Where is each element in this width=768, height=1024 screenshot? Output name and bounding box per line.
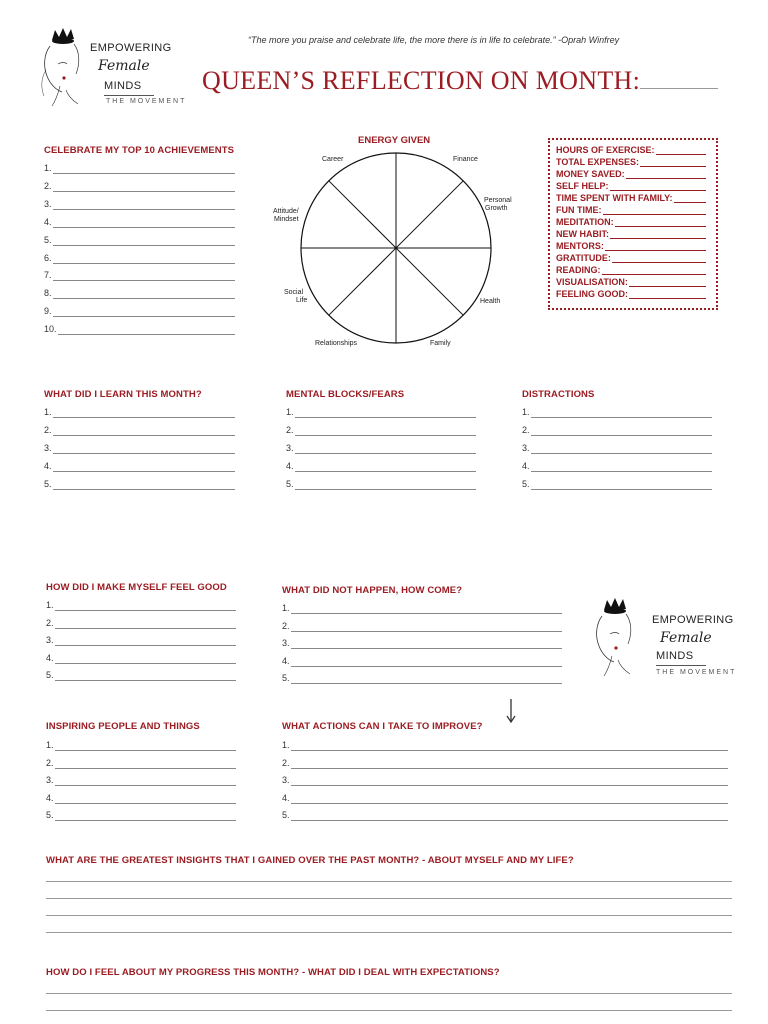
list-item[interactable] [522, 443, 712, 454]
list-item-number: 1. [282, 740, 290, 750]
tracker-item[interactable] [556, 169, 706, 179]
write-line[interactable] [656, 146, 706, 155]
list-item[interactable] [44, 407, 235, 418]
list-item-number: 3. [44, 443, 52, 453]
page-title-text: QUEEN’S REFLECTION ON MONTH: [202, 66, 641, 95]
progress-line[interactable] [46, 1010, 732, 1011]
list-item-number: 3. [44, 198, 52, 209]
list-item-number: 3. [46, 775, 54, 786]
insights-line[interactable] [46, 898, 732, 899]
list-item-number: 5. [522, 479, 530, 489]
list-item[interactable] [44, 270, 235, 281]
write-line[interactable] [531, 444, 712, 454]
write-line[interactable] [610, 230, 706, 239]
list-item[interactable] [282, 673, 562, 684]
write-line[interactable] [295, 480, 476, 490]
tracker-item-label: TOTAL EXPENSES: [556, 157, 640, 167]
list-item[interactable] [46, 810, 236, 821]
write-line[interactable] [640, 158, 706, 167]
queen-face-icon [590, 596, 650, 678]
list-item[interactable] [282, 603, 562, 614]
list-item[interactable] [282, 775, 728, 786]
list-item-number: 2. [44, 425, 52, 435]
logo-divider [104, 95, 154, 96]
list-item[interactable] [282, 810, 728, 821]
wheel-label-social: Social [284, 289, 304, 296]
list-item-number: 4. [282, 792, 290, 803]
list-item-number: 5. [282, 810, 290, 821]
queen-face-icon [38, 26, 98, 108]
tracker-item[interactable] [556, 205, 706, 215]
tracker-item[interactable] [556, 241, 706, 251]
write-line[interactable] [291, 622, 562, 632]
list-item[interactable] [44, 425, 235, 436]
wheel-label-health: Health [480, 298, 501, 305]
write-line[interactable] [291, 794, 728, 804]
tracker-item-label: GRATITUDE: [556, 253, 611, 263]
feel-good-title: HOW DID I MAKE MYSELF FEEL GOOD [46, 582, 227, 593]
tracker-item[interactable] [556, 253, 706, 263]
list-item-number: 2. [282, 620, 290, 631]
write-line[interactable] [53, 307, 235, 317]
list-item[interactable] [46, 775, 236, 786]
list-item-number: 8. [44, 288, 52, 299]
list-item-number: 5. [44, 479, 52, 489]
write-line[interactable] [629, 278, 706, 287]
arrow-down-icon [505, 698, 517, 724]
month-blank[interactable] [640, 70, 718, 89]
list-item[interactable] [286, 425, 476, 436]
write-line[interactable] [55, 636, 236, 646]
tracker-item[interactable] [556, 265, 706, 275]
list-item-number: 4. [44, 461, 52, 471]
write-line[interactable] [295, 408, 476, 418]
write-line[interactable] [53, 164, 235, 174]
not-happen-title: WHAT DID NOT HAPPEN, HOW COME? [282, 585, 463, 596]
write-line[interactable] [55, 794, 236, 804]
list-item[interactable] [46, 635, 236, 646]
write-line[interactable] [615, 218, 706, 227]
tracker-item-label: TIME SPENT WITH FAMILY: [556, 193, 673, 203]
wheel-label-attitude: Attitude/ [273, 208, 299, 215]
write-line[interactable] [291, 811, 728, 821]
write-line[interactable] [531, 408, 712, 418]
list-item-number: 2. [282, 757, 290, 768]
write-line[interactable] [531, 426, 712, 436]
tracker-item[interactable] [556, 181, 706, 191]
list-item[interactable] [44, 163, 235, 174]
list-item-number: 2. [286, 425, 294, 435]
list-item-number: 4. [282, 655, 290, 666]
list-item-number: 1. [44, 163, 52, 173]
list-item-number: 4. [44, 216, 52, 227]
actions-title: WHAT ACTIONS CAN I TAKE TO IMPROVE? [282, 721, 483, 732]
write-line[interactable] [629, 290, 706, 299]
list-item[interactable] [282, 638, 562, 649]
write-line[interactable] [602, 266, 707, 275]
write-line[interactable] [53, 271, 235, 281]
wheel-label-career: Career [322, 156, 344, 163]
list-item[interactable] [46, 600, 236, 611]
list-item-number: 5. [44, 234, 52, 245]
list-item-number: 1. [46, 600, 54, 610]
list-item-number: 3. [282, 775, 290, 786]
list-item[interactable] [44, 253, 235, 264]
list-item[interactable] [44, 217, 235, 228]
write-line[interactable] [291, 657, 562, 667]
progress-line[interactable] [46, 993, 732, 994]
write-line[interactable] [291, 604, 562, 614]
list-item[interactable] [282, 793, 728, 804]
write-line[interactable] [291, 674, 562, 684]
write-line[interactable] [610, 182, 706, 191]
list-item[interactable] [522, 479, 712, 490]
list-item-number: 2. [44, 180, 52, 191]
write-line[interactable] [531, 462, 712, 472]
logo-divider [656, 665, 706, 666]
write-line[interactable] [53, 408, 235, 418]
brand-logo [38, 26, 198, 108]
blocks-title: MENTAL BLOCKS/FEARS [286, 389, 405, 400]
logo-line-minds: MINDS [656, 650, 694, 662]
list-item[interactable] [522, 461, 712, 472]
write-line[interactable] [605, 242, 706, 251]
logo-line-female: Female [98, 58, 150, 74]
insights-title: WHAT ARE THE GREATEST INSIGHTS THAT I GAINED OVER THE PAST MONTH? - ABOUT MYSELF AND MY LIFE? [46, 855, 574, 866]
tracker-item[interactable] [556, 145, 706, 155]
list-item-number: 1. [282, 603, 290, 613]
list-item[interactable] [286, 443, 476, 454]
write-line[interactable] [55, 759, 236, 769]
logo-line-female: Female [660, 630, 712, 646]
list-item-number: 3. [286, 443, 294, 453]
tracker-item[interactable] [556, 217, 706, 227]
tracker-item-label: FUN TIME: [556, 205, 602, 215]
list-item[interactable] [44, 306, 235, 317]
write-line[interactable] [603, 206, 707, 215]
list-item-number: 6. [44, 252, 52, 263]
wheel-label-finance: Finance [453, 156, 478, 163]
tracker-item[interactable] [556, 157, 706, 167]
wheel-label-relationships: Relationships [315, 340, 358, 347]
write-line[interactable] [55, 619, 236, 629]
write-line[interactable] [55, 811, 236, 821]
list-item[interactable] [44, 324, 235, 335]
list-item[interactable] [44, 443, 235, 454]
tracker-item[interactable] [556, 229, 706, 239]
list-item-number: 3. [282, 638, 290, 648]
list-item-number: 7. [44, 270, 52, 281]
tracker-item-label: SELF HELP: [556, 181, 609, 191]
write-line[interactable] [55, 601, 236, 611]
list-item[interactable] [522, 407, 712, 418]
list-item[interactable] [286, 479, 476, 490]
write-line[interactable] [53, 462, 235, 472]
wheel-label-growth: Growth [485, 205, 508, 212]
list-item-number: 4. [522, 461, 530, 471]
write-line[interactable] [55, 741, 236, 751]
list-item[interactable] [282, 656, 562, 667]
list-item[interactable] [282, 758, 728, 769]
write-line[interactable] [291, 759, 728, 769]
list-item-number: 2. [46, 617, 54, 628]
energy-wheel-title: ENERGY GIVEN [358, 135, 431, 146]
write-line[interactable] [55, 671, 236, 681]
logo-line-minds: MINDS [104, 80, 142, 92]
distractions-title: DISTRACTIONS [522, 389, 595, 400]
write-line[interactable] [55, 654, 236, 664]
list-item[interactable] [522, 425, 712, 436]
list-item[interactable] [286, 461, 476, 472]
list-item-number: 3. [522, 443, 530, 453]
write-line[interactable] [53, 426, 235, 436]
tracker-item-label: NEW HABIT: [556, 229, 609, 239]
write-line[interactable] [53, 444, 235, 454]
list-item-number: 3. [46, 635, 54, 645]
write-line[interactable] [291, 741, 728, 751]
list-item[interactable] [44, 461, 235, 472]
write-line[interactable] [295, 444, 476, 454]
tracker-item[interactable] [556, 277, 706, 287]
tracker-item-label: MEDITATION: [556, 217, 614, 227]
list-item-number: 4. [286, 461, 294, 471]
list-item[interactable] [46, 670, 236, 681]
list-item[interactable] [44, 288, 235, 299]
write-line[interactable] [531, 480, 712, 490]
list-item[interactable] [46, 618, 236, 629]
list-item-number: 10. [44, 324, 57, 335]
brand-logo-secondary [590, 596, 760, 678]
list-item-number: 1. [44, 407, 52, 417]
list-item[interactable] [282, 740, 728, 751]
list-item[interactable] [286, 407, 476, 418]
logo-line-movement: THE MOVEMENT [656, 669, 737, 676]
write-line[interactable] [53, 200, 235, 210]
list-item[interactable] [46, 758, 236, 769]
wheel-label-family: Family [430, 340, 451, 347]
write-line[interactable] [612, 254, 706, 263]
tracker-item-label: MONEY SAVED: [556, 169, 625, 179]
list-item-number: 1. [286, 407, 294, 417]
list-item-number: 4. [46, 792, 54, 803]
list-item-number: 5. [46, 810, 54, 821]
achievements-title: CELEBRATE MY TOP 10 ACHIEVEMENTS [44, 145, 235, 156]
write-line[interactable] [53, 289, 235, 299]
list-item[interactable] [44, 479, 235, 490]
tracker-item[interactable] [556, 193, 706, 203]
list-item-number: 9. [44, 306, 52, 317]
logo-line-empowering: EMPOWERING [90, 42, 172, 54]
list-item-number: 1. [522, 407, 530, 417]
write-line[interactable] [58, 325, 235, 335]
write-line[interactable] [295, 426, 476, 436]
list-item[interactable] [46, 793, 236, 804]
write-line[interactable] [626, 170, 706, 179]
list-item[interactable] [46, 653, 236, 664]
tracker-item-label: READING: [556, 265, 601, 275]
tracker-item-label: FEELING GOOD: [556, 289, 628, 299]
list-item-number: 4. [46, 652, 54, 663]
insights-line[interactable] [46, 881, 732, 882]
tracker-item-label: HOURS OF EXERCISE: [556, 145, 655, 155]
list-item-number: 1. [46, 740, 54, 750]
oprah-quote: “The more you praise and celebrate life, the more there is in life to celebrate.” -Oprah Winfrey [248, 35, 620, 45]
write-line[interactable] [53, 480, 235, 490]
write-line[interactable] [55, 776, 236, 786]
wheel-label-life: Life [296, 297, 308, 304]
logo-line-empowering: EMPOWERING [652, 614, 734, 626]
learn-title: WHAT DID I LEARN THIS MONTH? [44, 389, 202, 400]
write-line[interactable] [53, 254, 235, 264]
list-item-number: 2. [46, 757, 54, 768]
list-item-number: 5. [282, 673, 290, 683]
list-item-number: 5. [286, 479, 294, 489]
tracker-item-label: MENTORS: [556, 241, 604, 251]
tracker-item[interactable] [556, 289, 706, 299]
list-item[interactable] [282, 621, 562, 632]
progress-title: HOW DO I FEEL ABOUT MY PROGRESS THIS MONTH? - WHAT DID I DEAL WITH EXPECTATIONS? [46, 967, 500, 978]
page-title [202, 66, 718, 96]
logo-line-movement: THE MOVEMENT [106, 98, 187, 105]
write-line[interactable] [53, 218, 235, 228]
list-item[interactable] [46, 740, 236, 751]
write-line[interactable] [291, 639, 562, 649]
write-line[interactable] [295, 462, 476, 472]
insights-line[interactable] [46, 932, 732, 933]
inspiring-title: INSPIRING PEOPLE AND THINGS [46, 721, 200, 732]
insights-line[interactable] [46, 915, 732, 916]
list-item[interactable] [44, 235, 235, 246]
list-item-number: 5. [46, 670, 54, 680]
list-item-number: 2. [522, 425, 530, 435]
wheel-label-personal: Personal [484, 197, 512, 204]
wheel-label-mindset: Mindset [274, 216, 299, 223]
list-item[interactable] [44, 199, 235, 210]
write-line[interactable] [53, 236, 235, 246]
write-line[interactable] [53, 182, 235, 192]
tracker-item-label: VISUALISATION: [556, 277, 628, 287]
write-line[interactable] [674, 194, 707, 203]
write-line[interactable] [291, 776, 728, 786]
list-item[interactable] [44, 181, 235, 192]
